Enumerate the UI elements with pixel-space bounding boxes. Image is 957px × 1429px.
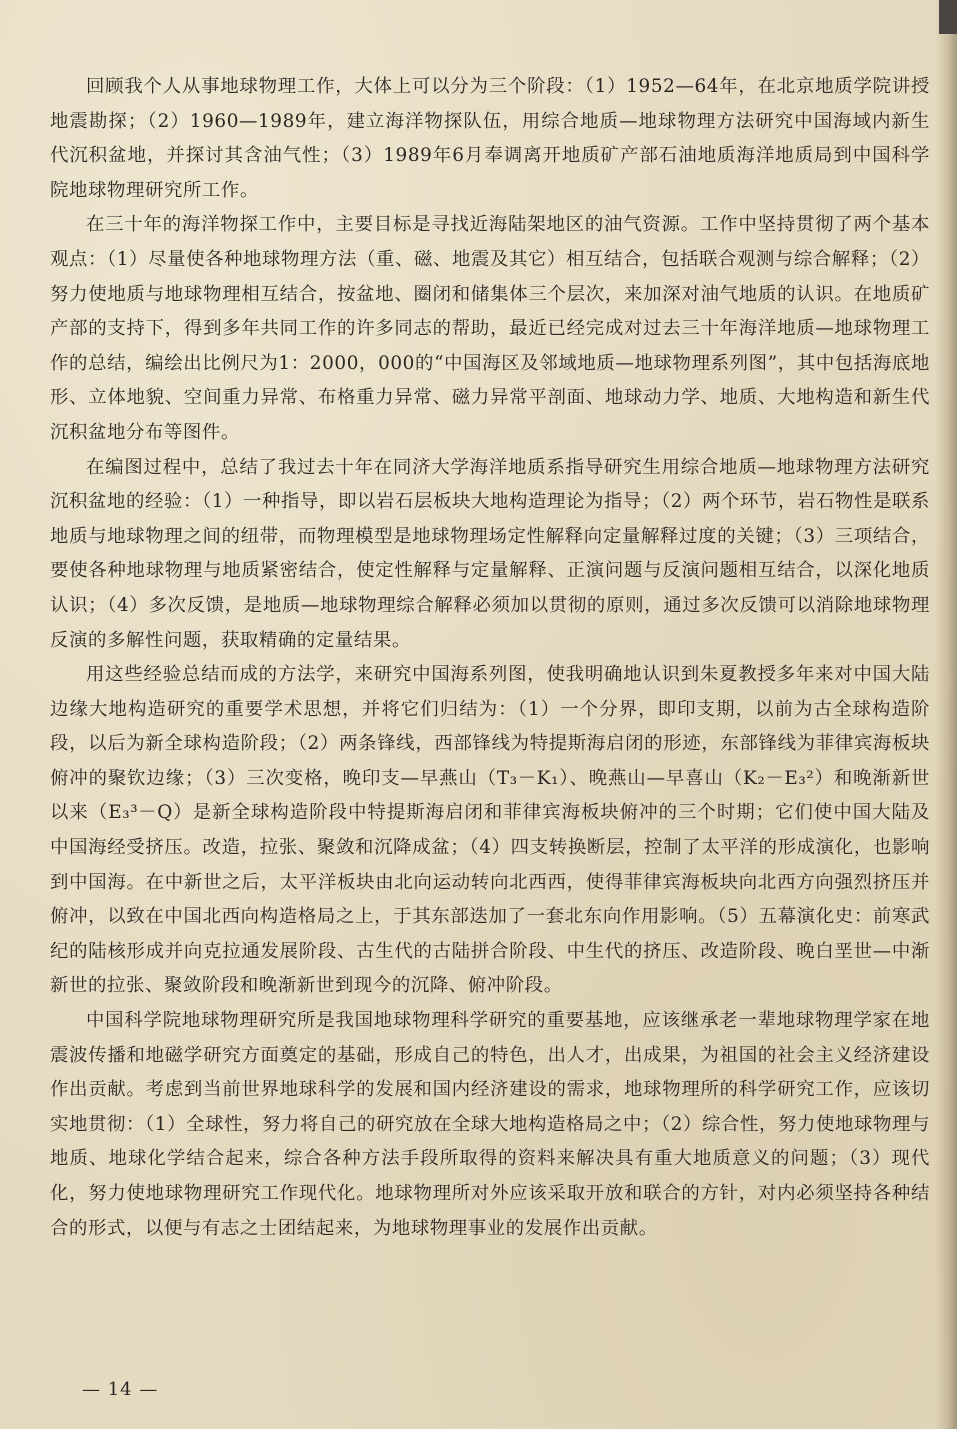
page-number: — 14 — (82, 1379, 159, 1400)
paragraph-career-stages: 回顾我个人从事地球物理工作，大体上可以分为三个阶段：（1）1952—64年，在北京地质学院讲授地震勘探；（2）1960—1989年，建立海洋物探队伍，用综合地质—地球物理方法研究中国海域内新生代沉积盆地，并探讨其含油气性；（3）1989年6月奉调离开地质矿产部石油地质海洋地质局到中国科学院地球物理研究所工作。 (50, 76, 930, 201)
page-edge-shadow (935, 0, 957, 1429)
paragraph-mapping-experience: 在编图过程中，总结了我过去十年在同济大学海洋地质系指导研究生用综合地质—地球物理方法研究沉积盆地的经验：（1）一种指导，即以岩石层板块大地构造理论为指导；（2）两个环节，岩石物性是联系地质与地球物理之间的纽带，而物理模型是地球物理场定性解释向定量解释过度的关键；（3）三项结合，要使各种地球物理与地质紧密结合，使定性解释与定量解释、正演问题与反演问题相互结合，以深化地质认识；（4）多次反馈，是地质—地球物理综合解释必须加以贯彻的原则，通过多次反馈可以消除地球物理反演的多解性问题，获取精确的定量结果。 (50, 456, 930, 651)
paragraph-marine-geophysics: 在三十年的海洋物探工作中，主要目标是寻找近海陆架地区的油气资源。工作中坚持贯彻了两个基本观点：（1）尽量使各种地球物理方法（重、磁、地震及其它）相互结合，包括联合观测与综合解释；（2）努力使地质与地球物理相互结合，按盆地、圈闭和储集体三个层次，来加深对油气地质的认识。在地质矿产部的支持下，得到多年共同工作的许多同志的帮助，最近已经完成对过去三十年海洋地质—地球物理工作的总结，编绘出比例尺为1：2000，000的“中国海区及邻域地质—地球物理系列图”，其中包括海底地形、立体地貌、空间重力异常、布格重力异常、磁力异常平剖面、地球动力学、地质、大地构造和新生代沉积盆地分布等图件。 (50, 214, 930, 443)
corner-mark (939, 0, 957, 34)
paragraph-tectonic-thoughts: 用这些经验总结而成的方法学，来研究中国海系列图，使我明确地认识到朱夏教授多年来对中国大陆边缘大地构造研究的重要学术思想，并将它们归结为：（1）一个分界，即印支期，以前为古全球构造阶段，以后为新全球构造阶段；（2）两条锋线，西部锋线为特提斯海启闭的形迹，东部锋线为菲律宾海板块俯冲的聚钦边缘；（3）三次变格，晚印支—早燕山（T₃－K₁）、晚燕山—早喜山（K₂－E₃²）和晚渐新世以来（E₃³－Q）是新全球构造阶段中特提斯海启闭和菲律宾海板块俯冲的三个时期；它们使中国大陆及中国海经受挤压。改造，拉张、聚敛和沉降成盆；（4）四支转换断层，控制了太平洋的形成演化，也影响到中国海。在中新世之后，太平洋板块由北向运动转向北西西，使得菲律宾海板块向北西方向强烈挤压并俯冲，以致在中国北西向构造格局之上，于其东部迭加了一套北东向作用影响。（5）五幕演化史：前寒武纪的陆核形成并向克拉通发展阶段、古生代的古陆拼合阶段、中生代的挤压、改造阶段、晚白垩世—中渐新世的拉张、聚敛阶段和晚渐新世到现今的沉降、俯冲阶段。 (50, 664, 930, 997)
article-body (50, 70, 930, 1246)
paragraph-institute-goals: 中国科学院地球物理研究所是我国地球物理科学研究的重要基地，应该继承老一辈地球物理学家在地震波传播和地磁学研究方面奠定的基础，形成自己的特色，出人才，出成果，为祖国的社会主义经济建设作出贡献。考虑到当前世界地球科学的发展和国内经济建设的需求，地球物理所的科学研究工作，应该切实地贯彻：（1）全球性，努力将自己的研究放在全球大地构造格局之中；（2）综合性，努力使地球物理与地质、地球化学结合起来，综合各种方法手段所取得的资料来解决具有重大地质意义的问题；（3）现代化，努力使地球物理研究工作现代化。地球物理所对外应该采取开放和联合的方针，对内必须坚持各种结合的形式，以便与有志之士团结起来，为地球物理事业的发展作出贡献。 (50, 1010, 930, 1239)
